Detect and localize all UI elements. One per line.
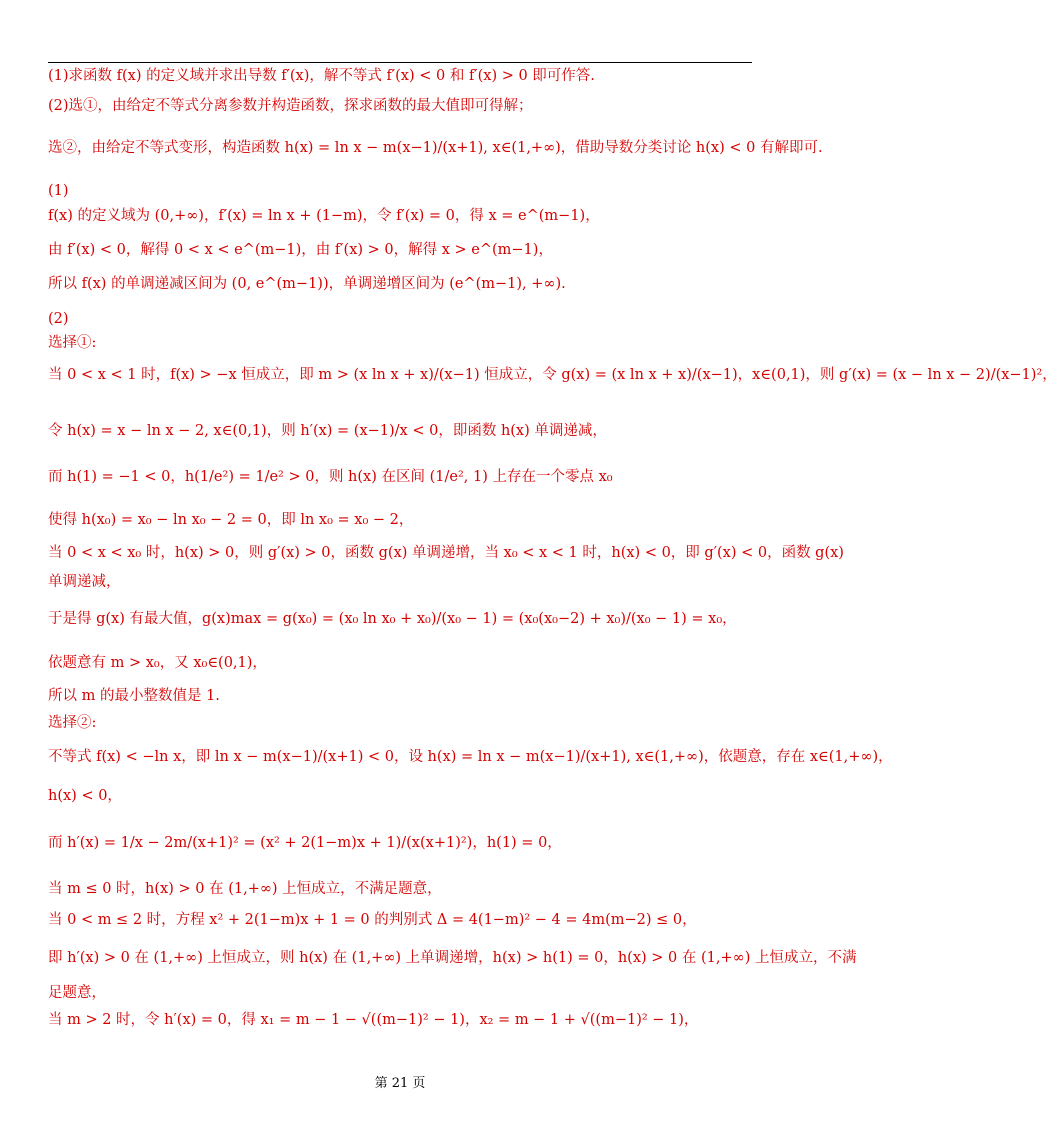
- text-line: 由 f′(x) < 0，解得 0 < x < e^(m−1)，由 f′(x) > 0，解得 x > e^(m−1)，: [48, 242, 553, 258]
- text-line: (2): [48, 311, 69, 327]
- text-line: (1)求函数 f(x) 的定义域并求出导数 f′(x)，解不等式 f′(x) < 0 和 f′(x) > 0 即可作答.: [48, 68, 595, 84]
- text-line: 当 0 < m ≤ 2 时，方程 x² + 2(1−m)x + 1 = 0 的判别式 Δ = 4(1−m)² − 4 = 4m(m−2) ≤ 0，: [48, 912, 697, 928]
- text-line: 当 m ≤ 0 时，h(x) > 0 在 (1,+∞) 上恒成立，不满足题意，: [48, 881, 442, 897]
- text-line: 而 h(1) = −1 < 0，h(1/e²) = 1/e² > 0，则 h(x) 在区间 (1/e², 1) 上存在一个零点 x₀: [48, 469, 613, 485]
- text-line: 足题意，: [48, 985, 106, 1001]
- text-line: h(x) < 0，: [48, 788, 122, 804]
- text-line: 不等式 f(x) < −ln x，即 ln x − m(x−1)/(x+1) < 0，设 h(x) = ln x − m(x−1)/(x+1), x∈(1,+∞)，依题意，存在 x∈(1,+∞)，: [48, 749, 893, 765]
- text-line: 即 h′(x) > 0 在 (1,+∞) 上恒成立，则 h(x) 在 (1,+∞) 上单调递增，h(x) > h(1) = 0，h(x) > 0 在 (1,+∞) 上恒成立，不满: [48, 950, 857, 966]
- text-line: 选择②:: [48, 715, 97, 731]
- text-line: 依题意有 m > x₀，又 x₀∈(0,1)，: [48, 655, 267, 671]
- text-line: (1): [48, 183, 69, 199]
- text-line: 当 0 < x < 1 时，f(x) > −x 恒成立，即 m > (x ln x + x)/(x−1) 恒成立，令 g(x) = (x ln x + x)/(x−1)，x∈(0,1)，则 g′(x) = (x − ln x − 2)/(x−1)²，: [48, 367, 1057, 383]
- text-line: f(x) 的定义域为 (0,+∞)，f′(x) = ln x + (1−m)，令 f′(x) = 0，得 x = e^(m−1)，: [48, 208, 600, 224]
- text-line: (2)选①，由给定不等式分离参数并构造函数，探求函数的最大值即可得解；: [48, 98, 533, 114]
- text-line: 使得 h(x₀) = x₀ − ln x₀ − 2 = 0，即 ln x₀ = x₀ − 2，: [48, 512, 414, 528]
- page-number: 第 21 页: [374, 1076, 426, 1091]
- text-line: 于是得 g(x) 有最大值，g(x)max = g(x₀) = (x₀ ln x₀ + x₀)/(x₀ − 1) = (x₀(x₀−2) + x₀)/(x₀ − 1) = x₀，: [48, 611, 737, 627]
- header-rule: [48, 62, 752, 63]
- text-line: 当 m > 2 时，令 h′(x) = 0，得 x₁ = m − 1 − √((m−1)² − 1)，x₂ = m − 1 + √((m−1)² − 1)，: [48, 1012, 699, 1028]
- text-line: 单调递减，: [48, 574, 121, 590]
- text-line: 当 0 < x < x₀ 时，h(x) > 0，则 g′(x) > 0，函数 g(x) 单调递增，当 x₀ < x < 1 时，h(x) < 0，即 g′(x) < 0，函数 g(x): [48, 545, 844, 561]
- text-line: 选②，由给定不等式变形，构造函数 h(x) = ln x − m(x−1)/(x+1), x∈(1,+∞)，借助导数分类讨论 h(x) < 0 有解即可.: [48, 140, 823, 156]
- text-line: 而 h′(x) = 1/x − 2m/(x+1)² = (x² + 2(1−m)x + 1)/(x(x+1)²)，h(1) = 0，: [48, 835, 562, 851]
- text-line: 令 h(x) = x − ln x − 2, x∈(0,1)，则 h′(x) = (x−1)/x < 0，即函数 h(x) 单调递减，: [48, 423, 607, 439]
- text-line: 选择①:: [48, 335, 97, 351]
- text-line: 所以 f(x) 的单调递减区间为 (0, e^(m−1))，单调递增区间为 (e^(m−1), +∞).: [48, 276, 566, 292]
- text-line: 所以 m 的最小整数值是 1.: [48, 688, 220, 704]
